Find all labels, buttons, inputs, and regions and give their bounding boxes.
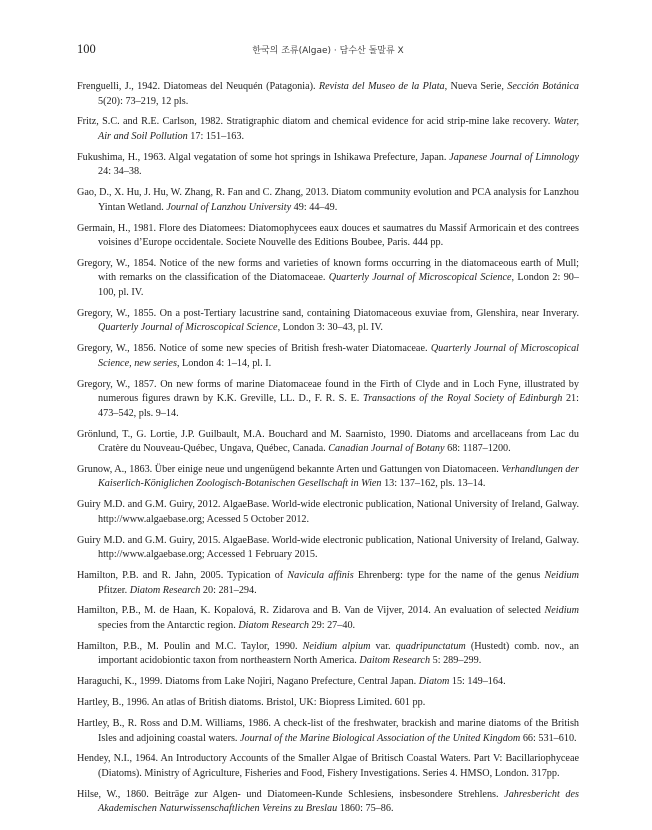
reference-italic-text: Revista del Museo de la Plata	[318, 81, 445, 92]
reference-italic-text: Verhandlungen der Kaiserlich-Königlichen Zoologisch-Botanischen Gesellschaft in Wien	[98, 463, 579, 490]
page-header	[77, 42, 579, 62]
reference-text: Pfitzer.	[98, 584, 130, 596]
reference-text: Hamilton, P.B. and R. Jahn, 2005. Typication of	[77, 570, 288, 582]
reference-entry	[77, 222, 579, 251]
reference-italic-text: Quarterly Journal of Microscopical Science, new series	[98, 343, 579, 369]
reference-text: 66: 531–610.	[520, 732, 577, 744]
reference-italic-text: Neidium	[544, 605, 579, 617]
reference-text: Hamilton, P.B., M. de Haan, K. Kopalová, R. Zidarova and B. Van de Vijver, 2014. An evaluation of selected	[77, 605, 545, 617]
reference-entry	[77, 640, 579, 669]
reference-text: 21: 473–542, pls. 9–14.	[98, 393, 579, 419]
reference-italic-text: Quarterly Journal of Microscopical Science	[328, 272, 512, 284]
reference-text: 5: 289–299.	[430, 655, 482, 667]
reference-text: Hendey, N.I., 1964. An Introductory Accounts of the Smaller Algae of Britisch Coastal Waters. Part V: Bacillariophyceae (Diatoms). Ministry of Agriculture, Fisheries and Food, Fishery Investigations. Series 4. HMSO, London. 317pp.	[77, 753, 579, 779]
reference-entry	[77, 569, 579, 598]
reference-italic-text: Diatom Research	[238, 619, 309, 631]
reference-italic-text: Diatom Research	[129, 584, 201, 596]
reference-text: Ehrenberg: type for the name of the genus	[353, 570, 545, 582]
reference-text: 1860: 75–86.	[337, 803, 394, 815]
reference-text: 20: 281–294.	[200, 584, 257, 596]
reference-text: 68: 1187–1200.	[444, 443, 511, 455]
reference-text: Hartley, B., R. Ross and D.M. Williams, 1986. A check-list of the freshwater, brackish and marine diatoms of the British Isles and adjoining coastal waters.	[77, 718, 579, 744]
reference-text: 29: 27–40.	[308, 619, 356, 631]
reference-text: Gao, D., X. Hu, J. Hu, W. Zhang, R. Fan and C. Zhang, 2013. Diatom community evolution and PCA analysis for Lanzhou Yintan Wetland.	[77, 187, 579, 213]
reference-italic-text: Navicula affinis	[287, 570, 354, 582]
reference-italic-text: quadripunctatum	[395, 640, 466, 652]
reference-text: Grunow, A., 1863. Über einige neue und ungenügend bekannte Arten und Gattungen von Diatomaceen.	[77, 463, 502, 475]
reference-italic-text: Water, Air and Soil Pollution	[98, 116, 579, 142]
reference-entry	[77, 115, 579, 144]
reference-italic-text: Japanese Journal of Limnology	[449, 151, 579, 163]
reference-text: Hartley, B., 1996. An atlas of British diatoms. Bristol, UK: Biopress Limited. 601 pp.	[77, 697, 426, 709]
reference-entry	[77, 428, 579, 457]
reference-text: , London 2: 90–100, pl. IV.	[98, 272, 579, 298]
reference-entry	[77, 151, 579, 180]
reference-italic-text: Sección Botánica	[507, 81, 579, 92]
reference-text: Gregory, W., 1855. On a post-Tertiary lacustrine sand, containing Diatomaceous exuviae from, Glenshira, near Inverary.	[77, 307, 579, 319]
reference-text: , Nueva Serie,	[444, 81, 508, 92]
reference-text: , London 4: 1–14, pl. I.	[176, 357, 272, 369]
running-head: 한국의 조류(Algae) · 담수산 돌말류 X	[252, 46, 404, 56]
reference-text: Guiry M.D. and G.M. Guiry, 2012. AlgaeBase. World-wide electronic publication, National University of Ireland, Galway. http://www.algaebase.org; Acessed 5 October 2012.	[77, 499, 579, 525]
reference-entry	[77, 788, 579, 817]
reference-text: Germain, H., 1981. Flore des Diatomees: Diatomophycees eaux douces et saumatres du Massif Armoricain et des contrees voisines d’Europe occidentale. Societe Nouvelle des Editions Boubee, Paris. 444 pp.	[77, 222, 579, 249]
reference-italic-text: Quarterly Journal of Microscopical Science	[98, 322, 278, 334]
reference-text: Hamilton, P.B., M. Poulin and M.C. Taylor, 1990.	[77, 640, 303, 652]
page-number: 100	[77, 42, 96, 56]
reference-text: (Hustedt) comb. nov., an important acidobiontic taxon from northeastern North America.	[98, 640, 579, 667]
reference-entry	[77, 186, 579, 215]
reference-entry	[77, 534, 579, 563]
reference-italic-text: Transactions of the Royal Society of Edinburgh	[362, 393, 563, 405]
reference-text: 24: 34–38.	[98, 166, 142, 178]
reference-text: Hilse, W., 1860. Beiträge zur Algen- und Diatomeen-Kunde Schlesiens, insbesondere Strehlens.	[77, 788, 505, 800]
reference-text: 5(20): 73–219, 12 pls.	[98, 95, 189, 107]
reference-text: Fritz, S.C. and R.E. Carlson, 1982. Stratigraphic diatom and chemical evidence for acid strip-mine lake recovery.	[77, 116, 554, 128]
reference-text: Gregory, W., 1857. On new forms of marine Diatomaceae found in the Firth of Clyde and in Loch Fyne, illustrated by numerous figures drawn by K.K. Greville, LL. D., F. R. S. E.	[77, 378, 579, 405]
reference-entry	[77, 342, 579, 371]
reference-text: Gregory, W., 1854. Notice of the new forms and varieties of known forms occurring in the diatomaceous earth of Mull; with remarks on the classification of the Diatomaceae.	[77, 257, 579, 284]
reference-entry	[77, 675, 579, 690]
reference-italic-text: Canadian Journal of Botany	[328, 443, 445, 455]
reference-text: 49: 44–49.	[291, 201, 338, 213]
reference-italic-text: Diatom	[418, 676, 450, 688]
reference-entry	[77, 463, 579, 492]
reference-text: species from the Antarctic region.	[98, 619, 239, 631]
reference-entry	[77, 257, 579, 301]
reference-text: var.	[370, 640, 396, 652]
reference-entry	[77, 752, 579, 781]
reference-entry	[77, 80, 579, 109]
reference-text: 13: 137–162, pls. 13–14.	[381, 478, 486, 490]
reference-entry	[77, 498, 579, 527]
reference-italic-text: Neidium alpium	[302, 640, 371, 652]
reference-entry	[77, 307, 579, 336]
reference-text: Guiry M.D. and G.M. Guiry, 2015. AlgaeBase. World-wide electronic publication, National University of Ireland, Galway. http://www.algaebase.org; Accessed 1 February 2015.	[77, 534, 579, 561]
reference-entry	[77, 717, 579, 746]
reference-entry	[77, 696, 579, 711]
reference-italic-text: Daitom Research	[359, 655, 431, 667]
reference-italic-text: Jahresbericht des Akademischen Naturwissenschaftlichen Vereins zu Breslau	[98, 788, 579, 815]
reference-text: Gregory, W., 1856. Notice of some new species of British fresh-water Diatomaceae.	[77, 343, 431, 355]
reference-italic-text: Journal of the Marine Biological Association of the United Kingdom	[240, 732, 521, 744]
reference-text: 17: 151–163.	[187, 130, 245, 142]
reference-entry	[77, 378, 579, 422]
reference-text: Frenguelli, J., 1942. Diatomeas del Neuquén (Patagonia).	[77, 81, 319, 92]
reference-text: Grönlund, T., G. Lortie, J.P. Guilbault, M.A. Bouchard and M. Saarnisto, 1990. Diatoms and arcellaceans from Lac du Cratère du Nouveau-Québec, Ungava, Québec, Canada.	[77, 428, 579, 455]
reference-text: 15: 149–164.	[449, 676, 506, 688]
reference-text: , London 3: 30–43, pl. IV.	[277, 322, 383, 334]
reference-italic-text: Neidium	[544, 570, 579, 582]
reference-text: Fukushima, H., 1963. Algal vegatation of some hot springs in Ishikawa Prefecture, Japan.	[77, 151, 450, 163]
reference-italic-text: Journal of Lanzhou University	[166, 201, 292, 213]
reference-text: Haraguchi, K., 1999. Diatoms from Lake Nojiri, Nagano Prefecture, Central Japan.	[77, 676, 419, 688]
reference-entry	[77, 604, 579, 633]
reference-list	[77, 80, 579, 823]
